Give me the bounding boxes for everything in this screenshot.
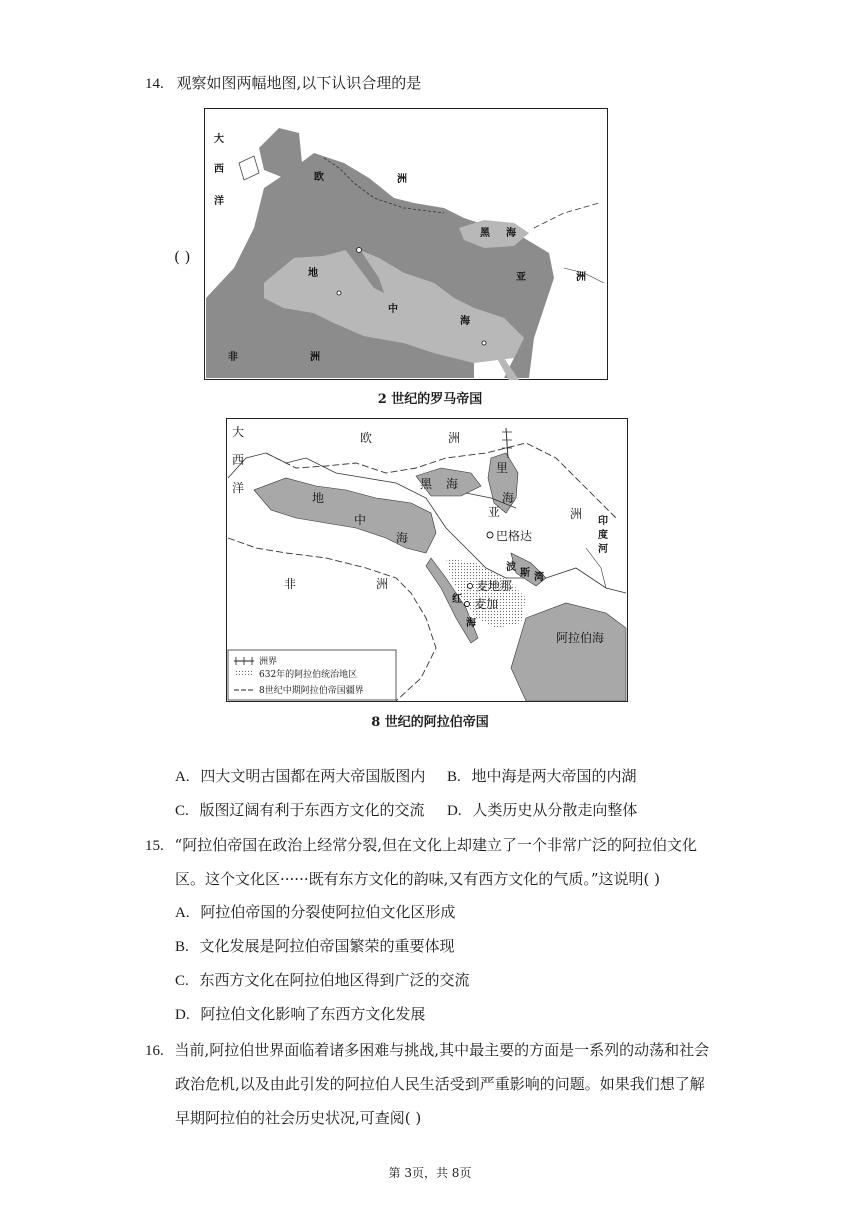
option-letter: C. (175, 803, 189, 819)
option-b[interactable] (447, 765, 637, 788)
option-text: 四大文明古国都在两大帝国版图内 (200, 767, 426, 785)
answer-blank: ( ) (174, 248, 191, 266)
label-hai: 海 (466, 618, 476, 629)
label-baghdad: 巴格达 (496, 529, 533, 543)
label-yang: 洋 (214, 196, 224, 207)
label-fei: 非 (284, 577, 297, 591)
option-text: 东西方文化在阿拉伯地区得到广泛的交流 (199, 971, 470, 989)
question-16-line-1 (145, 1039, 709, 1062)
label-zhong: 中 (388, 304, 398, 315)
label-hei: 黑 (420, 477, 433, 491)
legend-continent-border: 洲界 (259, 657, 278, 667)
page-footer: 第 3页，共 8页 (388, 1166, 472, 1180)
question-number: 16. (145, 1043, 164, 1059)
label-da: 大 (214, 134, 224, 145)
option-d[interactable] (447, 799, 637, 822)
label-ya: 亚 (488, 505, 501, 519)
label-zhong: 中 (354, 513, 367, 527)
label-zhou: 洲 (570, 507, 583, 521)
question-text: 观察如图两幅地图,以下认识合理的是 (176, 74, 422, 92)
map-arab-empire (226, 418, 628, 702)
question-15-line-2: 区。这个文化区······既有东方文化的韵味,又有西方文化的气质。”这说明( ) (175, 870, 661, 888)
label-yang: 洋 (232, 481, 245, 495)
label-hai: 海 (502, 491, 515, 505)
legend-arab-632: 632年的阿拉伯统治地区 (259, 670, 358, 680)
option-a[interactable] (175, 765, 425, 788)
legend-empire-8c: 8世纪中期阿拉伯帝国疆界 (259, 686, 364, 696)
question-16-line-2: 政治危机,以及由此引发的阿拉伯人民生活受到严重影响的问题。如果我们想了解 (175, 1075, 705, 1093)
option-text: 人类历史从分散走向整体 (472, 801, 638, 819)
option-text: 阿拉伯帝国的分裂使阿拉伯文化区形成 (200, 903, 456, 921)
option-c[interactable] (175, 799, 425, 822)
label-zhou: 洲 (397, 174, 407, 185)
question-14-stem (145, 72, 421, 95)
label-xi: 西 (232, 453, 245, 467)
question-text: 当前,阿拉伯世界面临着诸多困难与挑战,其中最主要的方面是一系列的动荡和社会 (174, 1041, 710, 1059)
label-xi: 西 (214, 164, 224, 175)
option-letter: D. (175, 1007, 190, 1023)
label-ou: 欧 (314, 172, 324, 183)
question-16-line-3: 早期阿拉伯的社会历史状况,可查阅( ) (175, 1109, 422, 1127)
label-du: 度 (598, 530, 608, 541)
question-number: 15. (145, 838, 164, 854)
option-letter: D. (447, 803, 462, 819)
label-fei: 非 (228, 352, 238, 363)
map-roman-empire (204, 108, 608, 380)
question-15-line-1 (145, 834, 697, 857)
option-text: 阿拉伯文化影响了东西方文化发展 (200, 1005, 426, 1023)
option-text: 地中海是两大帝国的内湖 (471, 767, 637, 785)
question-number: 14. (145, 76, 164, 92)
label-di: 地 (308, 268, 318, 279)
option-text: 版图辽阔有利于东西方文化的交流 (199, 801, 425, 819)
label-zhou: 洲 (448, 431, 461, 445)
label-wan: 湾 (534, 572, 544, 583)
label-ya: 亚 (516, 272, 526, 283)
label-bo: 波 (506, 562, 516, 573)
label-si: 斯 (520, 568, 530, 579)
map2-caption: 8 世纪的阿拉伯帝国 (371, 715, 489, 730)
label-yin: 印 (598, 516, 608, 527)
question-text: “阿拉伯帝国在政治上经常分裂,但在文化上却建立了一个非常广泛的阿拉伯文化 (174, 836, 697, 854)
label-li: 里 (496, 461, 509, 475)
label-hai: 海 (506, 228, 516, 239)
option-letter: A. (175, 905, 190, 921)
option-a[interactable] (175, 901, 455, 924)
option-c[interactable] (175, 969, 470, 992)
option-d[interactable] (175, 1003, 425, 1026)
label-ou: 欧 (360, 431, 373, 445)
option-letter: B. (447, 769, 461, 785)
option-b[interactable] (175, 935, 455, 958)
label-medina: 麦地那 (476, 579, 513, 593)
label-hei: 黑 (480, 228, 490, 239)
option-letter: C. (175, 973, 189, 989)
label-mecca: 麦加 (474, 597, 499, 611)
label-hong: 红 (452, 594, 462, 605)
map1-caption: 2 世纪的罗马帝国 (377, 392, 483, 407)
label-di: 地 (312, 491, 325, 505)
label-he: 河 (598, 544, 608, 555)
option-letter: A. (175, 769, 190, 785)
option-text: 文化发展是阿拉伯帝国繁荣的重要体现 (199, 937, 455, 955)
label-zhou: 洲 (376, 577, 389, 591)
label-arabian-sea: 阿拉伯海 (556, 631, 605, 645)
label-hai: 海 (446, 477, 459, 491)
label-da: 大 (232, 425, 245, 439)
label-zhou: 洲 (310, 352, 320, 363)
label-zhou: 洲 (576, 272, 586, 283)
option-letter: B. (175, 939, 189, 955)
label-hai: 海 (460, 316, 470, 327)
label-hai: 海 (396, 531, 409, 545)
